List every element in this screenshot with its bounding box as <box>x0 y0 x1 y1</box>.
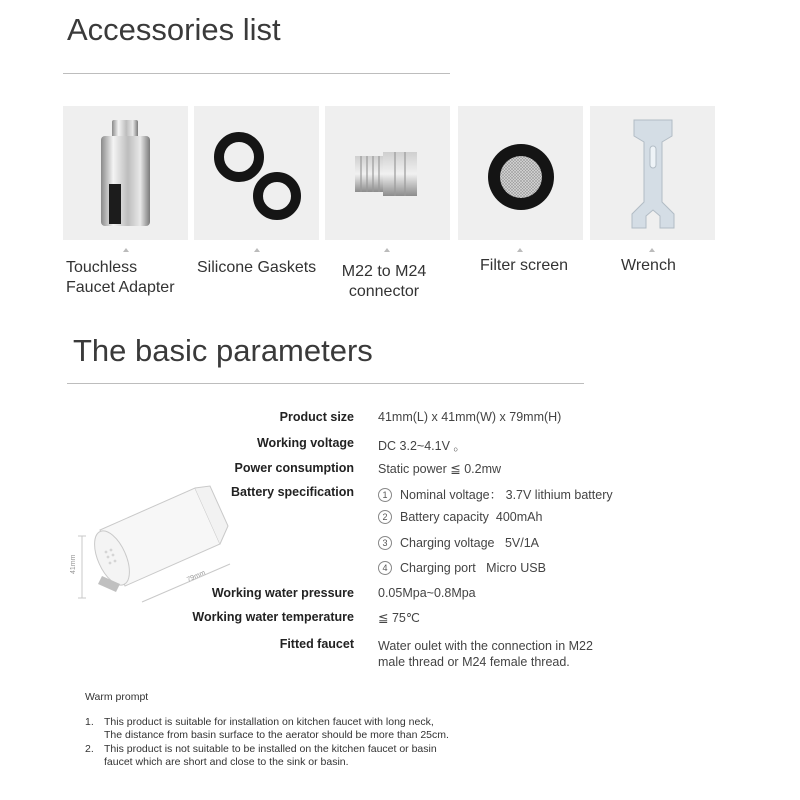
connector-image <box>325 106 450 240</box>
parameters-divider <box>67 383 584 384</box>
faucet-adapter-image <box>63 106 188 240</box>
water-temperature-value: ≦ 75℃ <box>378 611 420 625</box>
product-size-label: Product size <box>279 410 354 424</box>
caret-icon <box>384 248 390 252</box>
filter-screen-image <box>458 106 583 240</box>
circled-number: 4 <box>378 561 392 575</box>
caret-icon <box>254 248 260 252</box>
warm-prompt-item: 1. This product is suitable for installation on kitchen faucet with long neck, The distance from basin surface to the aerator should be more than 25cm. <box>85 716 449 741</box>
fitted-faucet-value: Water oulet with the connection in M22 male thread or M24 female thread. <box>378 639 593 669</box>
circled-number: 1 <box>378 488 392 502</box>
caption-wrench: Wrench <box>621 257 676 274</box>
circled-number: 3 <box>378 536 392 550</box>
battery-item: 2 Battery capacity 400mAh <box>378 510 542 525</box>
height-dimension-label: 41mm <box>70 554 77 574</box>
power-consumption-label: Power consumption <box>234 461 354 475</box>
warm-prompt-item: 2. This product is not suitable to be installed on the kitchen faucet or basin faucet which are short and close to the sink or basin. <box>85 743 437 768</box>
caption-faucet-adapter: Touchless Faucet Adapter <box>66 259 175 296</box>
length-dimension-label: 79mm <box>185 569 207 584</box>
caption-silicone-gaskets: Silicone Gaskets <box>197 259 317 276</box>
circled-number: 2 <box>378 510 392 524</box>
battery-item: 1 Nominal voltage： 3.7V lithium battery <box>378 485 613 503</box>
battery-specification-label: Battery specification <box>231 485 354 499</box>
fitted-faucet-label: Fitted faucet <box>279 637 354 651</box>
caption-filter-screen: Filter screen <box>480 257 569 274</box>
water-temperature-label: Working water temperature <box>192 610 354 624</box>
caption-connector: M22 to M24 connector <box>341 263 427 300</box>
water-pressure-label: Working water pressure <box>211 586 354 600</box>
product-size-value: 41mm(L) x 41mm(W) x 79mm(H) <box>378 410 562 424</box>
accessories-title: Accessories list <box>67 12 281 47</box>
caret-icon <box>123 248 129 252</box>
accessories-divider <box>63 73 450 74</box>
caret-icon <box>649 248 655 252</box>
battery-item: 4 Charging port Micro USB <box>378 561 546 576</box>
working-voltage-label: Working voltage <box>256 436 354 450</box>
water-pressure-value: 0.05Mpa~0.8Mpa <box>378 586 476 600</box>
caret-icon <box>517 248 523 252</box>
parameters-title: The basic parameters <box>73 333 373 368</box>
silicone-gaskets-image <box>194 106 319 240</box>
battery-item: 3 Charging voltage 5V/1A <box>378 536 539 551</box>
power-consumption-value: Static power ≦ 0.2mw <box>378 462 502 476</box>
wrench-image <box>590 106 715 240</box>
working-voltage-value: DC 3.2~4.1V 。 <box>378 439 466 453</box>
warm-prompt-title: Warm prompt <box>85 691 149 703</box>
